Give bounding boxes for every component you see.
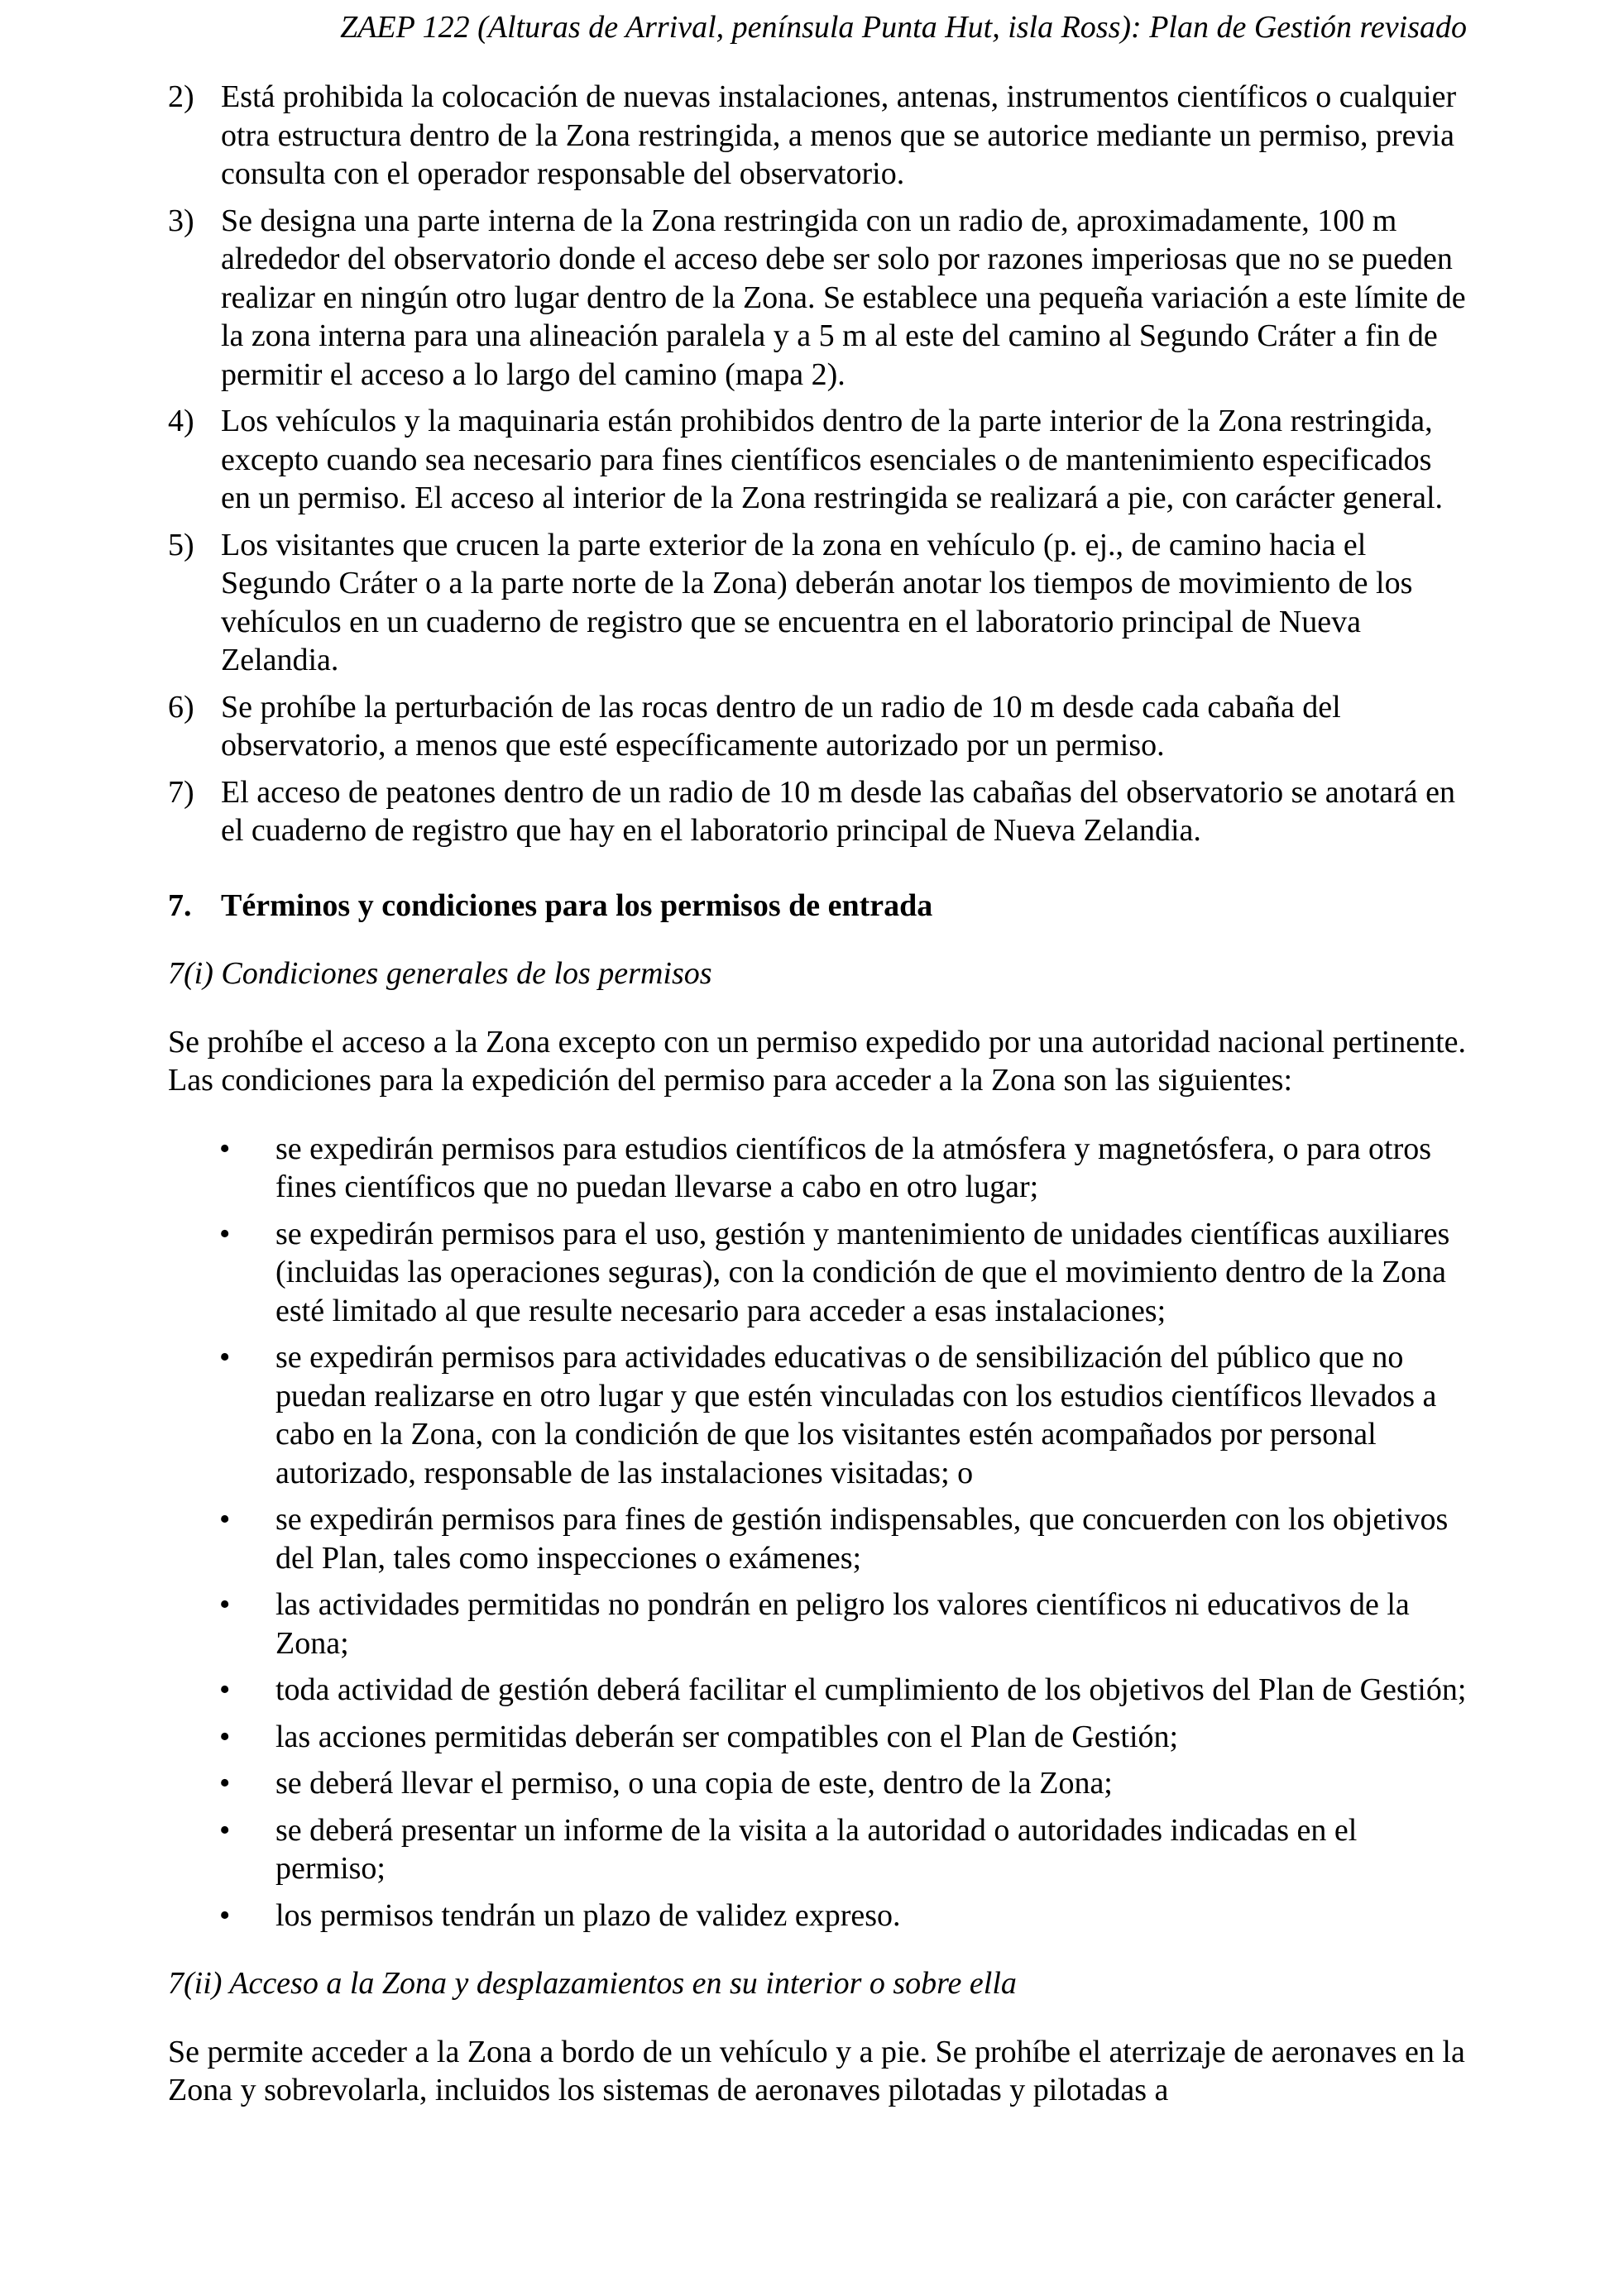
bullet-icon: • — [219, 1766, 231, 1801]
bullet-text: se expedirán permisos para actividades educativas o de sensibilización del público que no puedan realizarse en otro lugar y que estén vinculadas con los estudios científicos llevados a cabo en la Zona, con la condición de que los visitantes estén acompañados por personal autorizado, responsable de las instalaciones visitadas; o — [275, 1340, 1437, 1490]
list-item-number: 7) — [168, 774, 194, 810]
permit-conditions-list — [168, 1130, 1467, 1935]
bullet-item — [168, 1500, 1467, 1577]
bullet-icon: • — [219, 1587, 231, 1622]
list-item — [168, 202, 1467, 395]
subsection-heading: 7(i) Condiciones generales de los permisos — [168, 956, 712, 991]
list-item-text: Los vehículos y la maquinaria están prohibidos dentro de la parte interior de la Zona restringida, excepto cuando sea necesario para fines científicos esenciales o de mantenimiento especificados en un permiso. El acceso al interior de la Zona restringida se realizará a pie, con carácter general. — [221, 404, 1444, 515]
list-item — [168, 773, 1467, 850]
section-number: 7. — [168, 887, 192, 923]
section-title: Términos y condiciones para los permisos de entrada — [221, 887, 933, 923]
bullet-text: se expedirán permisos para estudios científicos de la atmósfera y magnetósfera, o para otros fines científicos que no puedan llevarse a cabo en otro lugar; — [275, 1131, 1432, 1204]
list-item — [168, 402, 1467, 518]
bullet-item — [168, 1764, 1467, 1803]
bullet-item — [168, 1811, 1467, 1888]
bullet-icon: • — [219, 1131, 231, 1166]
bullet-text: los permisos tendrán un plazo de validez expreso. — [275, 1897, 901, 1933]
bullet-item — [168, 1130, 1467, 1207]
list-item-number: 4) — [168, 404, 194, 438]
list-item-text: Se prohíbe la perturbación de las rocas dentro de un radio de 10 m desde cada cabaña del observatorio, a menos que esté específicamente autorizado por un permiso. — [221, 689, 1341, 763]
bullet-icon: • — [219, 1502, 231, 1537]
bullet-item — [168, 1671, 1467, 1710]
bullet-item — [168, 1718, 1467, 1757]
bullet-text: las actividades permitidas no pondrán en peligro los valores científicos ni educativos de la Zona; — [275, 1587, 1410, 1661]
bullet-text: las acciones permitidas deberán ser compatibles con el Plan de Gestión; — [275, 1719, 1179, 1754]
document-body — [168, 78, 1467, 2110]
list-item-number: 3) — [168, 203, 194, 238]
bullet-icon: • — [219, 1719, 231, 1754]
bullet-icon: • — [219, 1216, 231, 1251]
running-header: ZAEP 122 (Alturas de Arrival, península Punta Hut, isla Ross): Plan de Gestión revisado — [340, 10, 1467, 45]
bullet-icon: • — [219, 1812, 231, 1848]
list-item-text: Los visitantes que crucen la parte exterior de la zona en vehículo (p. ej., de camino hacia el Segundo Cráter o a la parte norte de la Zona) deberán anotar los tiempos de movimiento de los vehículos en un cuaderno de registro que se encuentra en el laboratorio principal de Nueva Zelandia. — [221, 527, 1413, 677]
bullet-icon: • — [219, 1897, 231, 1933]
subsection-heading: 7(ii) Acceso a la Zona y desplazamientos en su interior o sobre ella — [168, 1966, 1017, 2001]
list-item — [168, 526, 1467, 680]
bullet-text: se deberá llevar el permiso, o una copia de este, dentro de la Zona; — [275, 1766, 1113, 1801]
bullet-item — [168, 1897, 1467, 1935]
bullet-item — [168, 1338, 1467, 1492]
bullet-item — [168, 1586, 1467, 1662]
list-item-number: 2) — [168, 79, 194, 114]
list-item — [168, 78, 1467, 194]
list-item-text: El acceso de peatones dentro de un radio de 10 m desde las cabañas del observatorio se anotará en el cuaderno de registro que hay en el laboratorio principal de Nueva Zelandia. — [221, 774, 1455, 848]
bullet-text: se deberá presentar un informe de la visita a la autoridad o autoridades indicadas en el permiso; — [275, 1812, 1358, 1886]
bullet-text: se expedirán permisos para fines de gestión indispensables, que concuerden con los objetivos del Plan, tales como inspecciones o exámenes; — [275, 1502, 1449, 1576]
restricted-zone-rules-list — [168, 78, 1467, 850]
bullet-text: toda actividad de gestión deberá facilitar el cumplimiento de los objetivos del Plan de Gestión; — [275, 1672, 1467, 1707]
section-heading — [168, 887, 1467, 926]
list-item-text: Se designa una parte interna de la Zona restringida con un radio de, aproximadamente, 100 m alrededor del observatorio donde el acceso debe ser solo por razones imperiosas que no se pueden realizar en ningún otro lugar dentro de la Zona. Se establece una pequeña variación a este límite de la zona interna para una alineación paralela y a 5 m al este del camino al Segundo Cráter a fin de permitir el acceso a lo largo del camino (mapa 2). — [221, 203, 1466, 392]
list-item-number: 5) — [168, 527, 194, 562]
bullet-text: se expedirán permisos para el uso, gestión y mantenimiento de unidades científicas auxiliares (incluidas las operaciones seguras), con la condición de que el movimiento dentro de la Zona esté limitado al que resulte necesario para acceder a esas instalaciones; — [275, 1216, 1450, 1328]
list-item — [168, 688, 1467, 765]
list-item-text: Está prohibida la colocación de nuevas instalaciones, antenas, instrumentos científicos o cualquier otra estructura dentro de la Zona restringida, a menos que se autorice mediante un permiso, previa consulta con el operador responsable del observatorio. — [221, 79, 1457, 191]
paragraph: Se prohíbe el acceso a la Zona excepto con un permiso expedido por una autoridad nacional pertinente. Las condiciones para la expedición del permiso para acceder a la Zona son las siguientes: — [168, 1024, 1467, 1098]
paragraph: Se permite acceder a la Zona a bordo de un vehículo y a pie. Se prohíbe el aterrizaje de aeronaves en la Zona y sobrevolarla, incluidos los sistemas de aeronaves pilotadas y pilotadas a — [168, 2034, 1465, 2107]
bullet-icon: • — [219, 1672, 231, 1707]
bullet-item — [168, 1215, 1467, 1331]
bullet-icon: • — [219, 1340, 231, 1375]
list-item-number: 6) — [168, 689, 194, 725]
